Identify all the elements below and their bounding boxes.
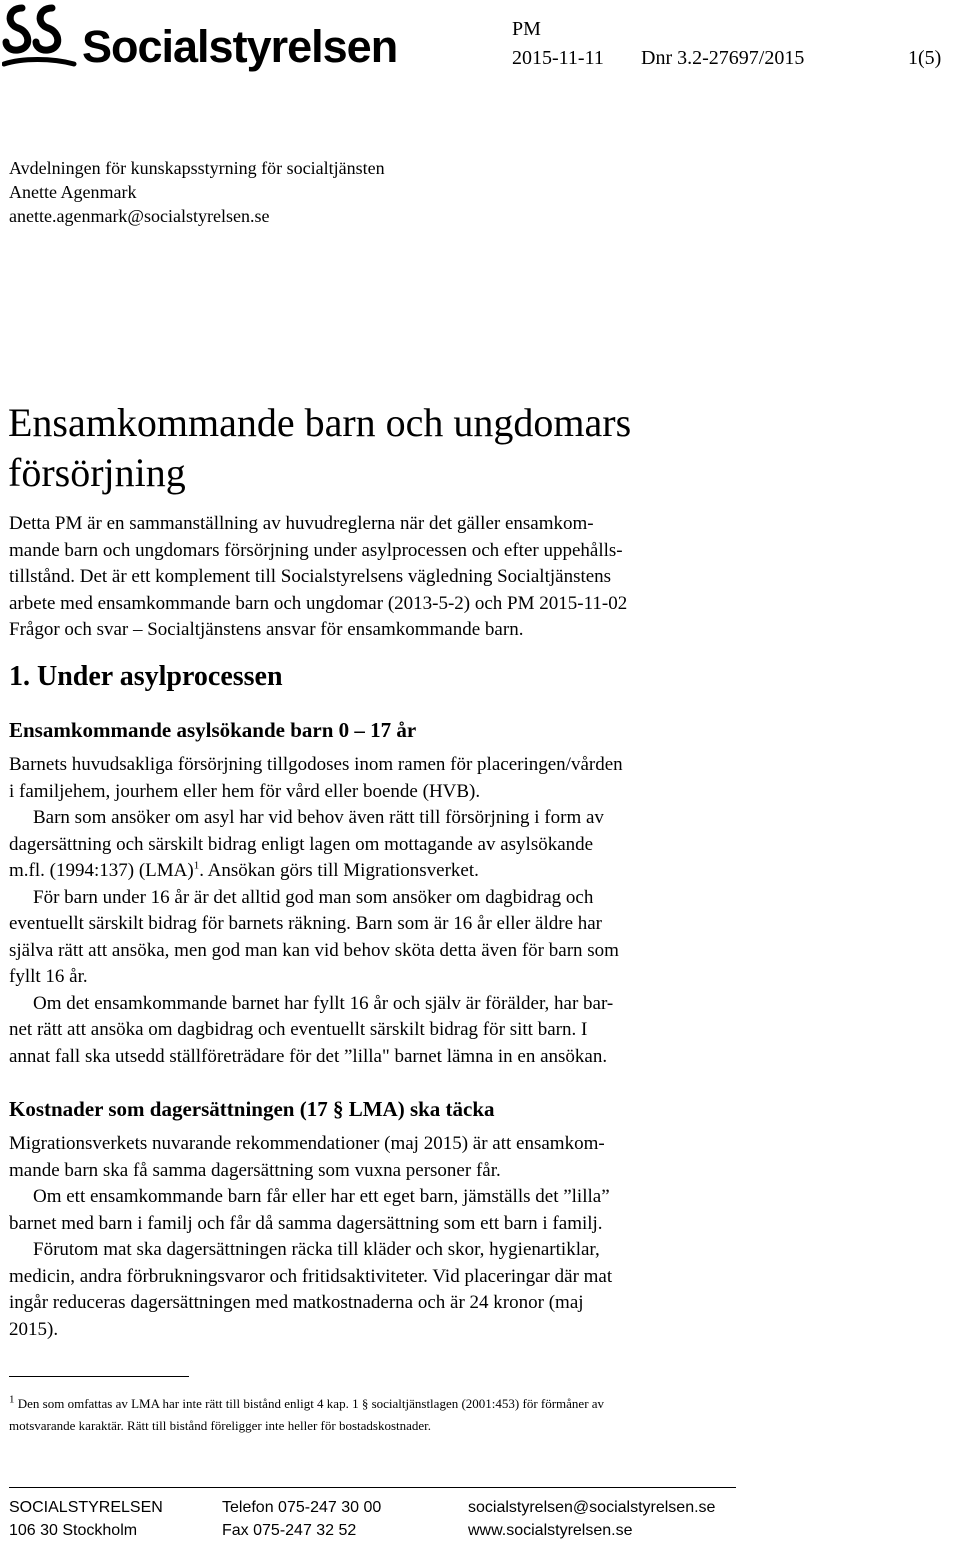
footer-fax: Fax 075-247 32 52: [222, 1522, 357, 1539]
footer-web[interactable]: www.socialstyrelsen.se: [468, 1522, 633, 1539]
department: Avdelningen för kunskapsstyrning för socialtjänsten: [9, 158, 385, 178]
logo-wordmark: Socialstyrelsen: [82, 21, 398, 72]
sender-block: [9, 156, 385, 228]
paragraph: För barn under 16 år är det alltid god man som ansöker om dagbidrag och eventuellt särskilt bidrag för barnets räkning. Barn som är 16 år eller äldre har själva rätt att ansöka, men god man kan vid behov sköta detta även för barn som fyllt 16 år.: [9, 886, 619, 987]
document-title: Ensamkommande barn och ungdomars försörjning: [8, 400, 632, 495]
author-name: Anette Agenmark: [9, 182, 137, 202]
paragraph: Förutom mat ska dagersättningen räcka till kläder och skor, hygienartiklar, medicin, andra förbrukningsvaror och fritidsaktiviteter. Vid placeringar där mat ingår reduceras dagersättningen med matkostnaderna och är 24 kronor (maj 2015).: [9, 1239, 613, 1340]
paragraph: Om det ensamkommande barnet har fyllt 16 år och själv är förälder, har bar- net rätt att ansöka om dagbidrag och eventuellt särskilt bidrag för sitt barn. I annat fall ska utsedd ställföreträdare för det ”lilla" barnet lämna in en ansökan.: [9, 992, 614, 1067]
subsection-body: [9, 752, 729, 1070]
subsection-heading: Kostnader som dagersättningen (17 § LMA) ska täcka: [9, 1097, 495, 1121]
footnote-number: 1: [9, 1393, 15, 1406]
footnote-divider: [9, 1376, 189, 1377]
footer-email[interactable]: socialstyrelsen@socialstyrelsen.se: [468, 1499, 716, 1516]
footer-address: SOCIALSTYRELSEN 106 30 Stockholm: [9, 1499, 163, 1539]
section-heading: 1. Under asylprocessen: [9, 661, 283, 692]
subsection-body: [9, 1131, 729, 1343]
footer-phone: Telefon 075-247 30 00: [222, 1499, 382, 1516]
footnote: $^1$ Den som omfattas av LMA har inte rätt till bistånd enligt 4 kap. 1 § socialtjänstlagen (2001:453) för förmåner av motsvarande karaktär. Rätt till bistånd föreligger inte heller för bostadskostnader.: [9, 1393, 605, 1433]
page-number: 1(5): [908, 47, 942, 69]
paragraph: Om ett ensamkommande barn får eller har ett eget barn, jämställs det ”lilla” barnet med barn i familj och får då samma dagersättning som ett barn i familj.: [9, 1186, 610, 1234]
footer-divider: [9, 1487, 736, 1488]
footnote-ref[interactable]: 1: [193, 859, 200, 872]
doc-dnr: Dnr 3.2-27697/2015: [641, 47, 805, 69]
subsection-heading: Ensamkommande asylsökande barn 0 – 17 år: [9, 718, 417, 742]
doc-date: 2015-11-11: [512, 47, 604, 69]
paragraph: Migrationsverkets nuvarande rekommendationer (maj 2015) är att ensamkom- mande barn ska få samma dagersättning som vuxna personer får.: [9, 1133, 605, 1181]
footer-online: [468, 1496, 715, 1542]
author-email[interactable]: anette.agenmark@socialstyrelsen.se: [9, 206, 270, 226]
footer-contact: [222, 1496, 381, 1542]
socialstyrelsen-logo: [2, 2, 398, 72]
paragraph: Barnets huvudsakliga försörjning tillgodoses inom ramen för placeringen/vården i familjehem, jourhem eller hem för vård eller boende (HVB).: [9, 754, 623, 802]
logo-emblem-icon: [2, 2, 82, 72]
intro-paragraph: Detta PM är en sammanställning av huvudreglerna när det gäller ensamkom- mande barn och ungdomars försörjning under asylprocessen och efter uppehålls- tillstånd. Det är ett komplement till Socialstyrelsens vägledning Socialtjänstens arbete med ensamkommande barn och ungdomar (2013-5-2) och PM 2015-11-02 Frågor och svar – Socialtjänstens ansvar för ensamkommande barn.: [9, 513, 628, 640]
paragraph: Barn som ansöker om asyl har vid behov även rätt till försörjning i form av dagersättning och särskilt bidrag enligt lagen om mottagande av asylsökande m.fl. (1994:137) (LMA)$^1$. Ansökan görs till Migrationsverket.: [9, 807, 604, 881]
doc-type: PM: [512, 18, 541, 40]
